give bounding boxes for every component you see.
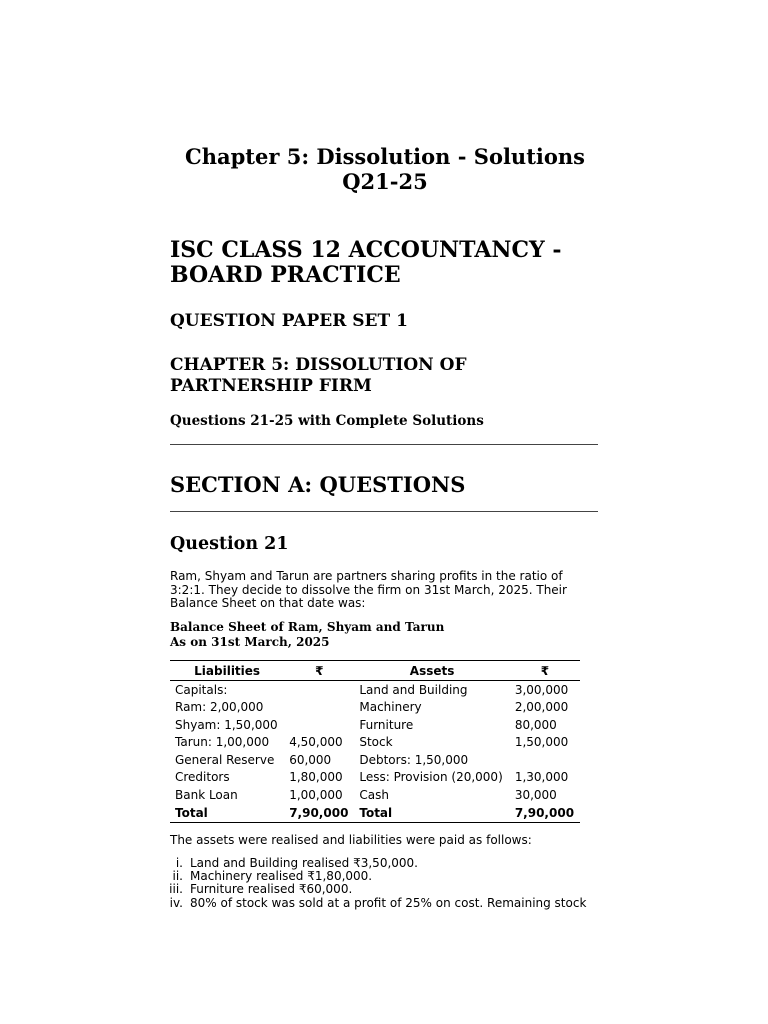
table-cell: 7,90,000 <box>510 804 580 823</box>
table-cell: Shyam: 1,50,000 <box>175 717 278 732</box>
table-cell: 3,00,000 <box>514 682 569 697</box>
table-cell: 1,50,000 <box>514 735 569 750</box>
list-item <box>170 897 600 910</box>
realisation-list <box>170 857 600 910</box>
table-cell: 7,90,000 <box>284 804 354 823</box>
table-row <box>170 751 580 769</box>
list-item-text: Machinery realised ₹1,80,000. <box>190 869 373 884</box>
balance-sheet-title-line-1: Balance Sheet of Ram, Shyam and Tarun <box>170 620 445 634</box>
table-cell: Furniture <box>359 717 414 732</box>
table-row <box>170 681 580 699</box>
main-heading-line-1: ISC CLASS 12 ACCOUNTANCY - <box>170 237 562 263</box>
table-cell: Capitals: <box>175 682 228 697</box>
table-row <box>170 734 580 752</box>
question-title: Question 21 <box>170 534 289 554</box>
table-cell: Bank Loan <box>175 787 238 802</box>
realisation-intro: The assets were realised and liabilities were paid as follows: <box>170 833 532 847</box>
table-cell <box>284 699 354 717</box>
question-intro <box>170 570 585 611</box>
list-item-number: iv. <box>169 895 183 910</box>
chapter-heading-line-1: CHAPTER 5: DISSOLUTION OF <box>170 355 467 375</box>
document-title <box>160 144 610 194</box>
table-cell: 1,00,000 <box>289 787 343 802</box>
table-cell: Tarun: 1,00,000 <box>175 735 270 750</box>
balance-sheet-title-line-2: As on 31st March, 2025 <box>170 635 330 649</box>
chapter-heading-line-2: PARTNERSHIP FIRM <box>170 376 372 396</box>
list-item-text: Furniture realised ₹60,000. <box>190 882 353 897</box>
table-cell: Total <box>170 804 284 823</box>
balance-sheet-title <box>170 620 444 650</box>
table-cell: Machinery <box>359 700 422 715</box>
table-cell: Total <box>354 804 509 823</box>
document-title-line-2: Q21-25 <box>342 169 428 194</box>
column-header-amount: ₹ <box>510 661 580 681</box>
question-paper-set-heading: QUESTION PAPER SET 1 <box>170 311 408 331</box>
document-title-line-1: Chapter 5: Dissolution - Solutions <box>185 144 585 169</box>
question-intro-line: Balance Sheet on that date was: <box>170 596 366 610</box>
table-cell: Creditors <box>175 770 230 785</box>
list-item-number: iii. <box>169 882 183 897</box>
table-cell: Cash <box>359 787 389 802</box>
table-cell: 1,30,000 <box>514 770 569 785</box>
table-cell <box>284 681 354 699</box>
table-cell <box>284 716 354 734</box>
column-header-amount: ₹ <box>284 661 354 681</box>
chapter-heading <box>170 355 600 397</box>
table-cell <box>510 751 580 769</box>
list-item-number: i. <box>175 856 183 870</box>
main-heading-line-2: BOARD PRACTICE <box>170 262 401 288</box>
table-cell: 80,000 <box>514 717 557 732</box>
table-cell: Land and Building <box>359 682 468 697</box>
table-cell: General Reserve <box>175 752 275 767</box>
table-row <box>170 699 580 717</box>
table-row <box>170 716 580 734</box>
divider <box>170 444 598 445</box>
table-cell: 2,00,000 <box>514 700 569 715</box>
table-cell: 60,000 <box>289 752 332 767</box>
table-cell: 4,50,000 <box>289 735 343 750</box>
table-cell: Debtors: 1,50,000 <box>359 752 469 767</box>
list-item-text: Land and Building realised ₹3,50,000. <box>190 856 418 870</box>
table-cell: Ram: 2,00,000 <box>175 700 264 715</box>
table-row <box>170 769 580 787</box>
table-cell: Less: Provision (20,000) <box>359 770 503 785</box>
divider <box>170 511 598 512</box>
balance-sheet-table <box>170 660 580 823</box>
table-header-row <box>170 661 580 681</box>
subheading: Questions 21-25 with Complete Solutions <box>170 413 484 429</box>
table-cell: 1,80,000 <box>289 770 343 785</box>
table-cell: 30,000 <box>514 787 557 802</box>
table-total-row <box>170 804 580 823</box>
column-header-liabilities: Liabilities <box>170 661 284 681</box>
main-heading <box>170 238 600 288</box>
list-item-text: 80% of stock was sold at a profit of 25% on cost. Remaining stock <box>190 895 587 910</box>
section-heading: SECTION A: QUESTIONS <box>170 472 466 497</box>
column-header-assets: Assets <box>354 661 509 681</box>
question-intro-line: Ram, Shyam and Tarun are partners sharing profits in the ratio of <box>170 569 563 583</box>
list-item-number: ii. <box>172 869 183 884</box>
table-cell: Stock <box>359 735 393 750</box>
table-row <box>170 786 580 804</box>
question-intro-line: 3:2:1. They decide to dissolve the firm on 31st March, 2025. Their <box>170 582 567 597</box>
